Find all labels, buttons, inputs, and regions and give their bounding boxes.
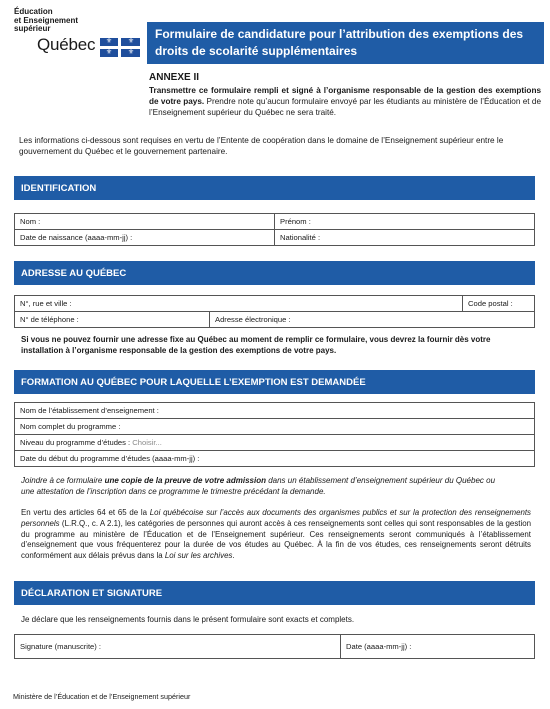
section-heading: FORMATION AU QUÉBEC POUR LAQUELLE L’EXEMPTION EST DEMANDÉE [21, 377, 366, 388]
field-label: Nationalité : [280, 233, 321, 242]
page-header [0, 0, 550, 72]
nationalite-field[interactable] [275, 230, 535, 246]
date-signature-field[interactable] [341, 635, 535, 659]
joindre-note [21, 475, 533, 497]
field-label: Adresse électronique : [215, 315, 291, 324]
section-heading: ADRESSE AU QUÉBEC [21, 268, 127, 279]
fleur-de-lis-flag-icon: ⚜ ⚜ ⚜ ⚜ [100, 38, 140, 57]
field-label: N° de téléphone : [20, 315, 79, 324]
rue-ville-field[interactable] [15, 296, 463, 312]
code-postal-field[interactable] [463, 296, 535, 312]
field-label: Date (aaaa-mm-jj) : [346, 642, 412, 651]
section-formation [14, 370, 535, 394]
adresse-note: Si vous ne pouvez fournir une adresse fixe au Québec au moment de remplir ce formulaire, vous devrez la fournir dès votre installation à l’organisme responsable de la gestion des exemptions de votre pays. [21, 335, 491, 355]
loi-text-1: En vertu des articles 64 et 65 de la [21, 508, 150, 517]
section-declaration [14, 581, 535, 605]
joindre-text-2: dans un établissement d’enseignement supérieur du Québec ou [265, 476, 496, 485]
section-adresse [14, 261, 535, 285]
field-label: N°, rue et ville : [20, 299, 72, 308]
joindre-bold: une copie de la preuve de votre admission [104, 476, 266, 485]
form-title: Formulaire de candidature pour l’attribution des exemptions des droits de scolarité supplémentaires [155, 27, 524, 58]
identification-table [14, 213, 535, 246]
logo-wordmark: Québec [37, 35, 96, 54]
nom-field[interactable] [15, 214, 275, 230]
loi-italic: Loi québécoise sur l’accès aux documents des organismes publics et sur la protection des renseignements personnels [21, 508, 531, 528]
footer-text: Ministère de l’Éducation et de l’Enseignement supérieur [13, 692, 191, 701]
date-naissance-field[interactable] [15, 230, 275, 246]
instructions [149, 85, 541, 118]
programme-field[interactable] [15, 419, 535, 435]
annexe-label: ANNEXE II [149, 72, 200, 83]
field-label: Signature (manuscrite) : [20, 642, 102, 651]
loi-end: . [232, 551, 235, 561]
etablissement-field[interactable] [15, 403, 535, 419]
section-heading: DÉCLARATION ET SIGNATURE [21, 588, 163, 599]
form-title-band [147, 22, 544, 64]
field-label: Date du début du programme d’études (aaaa-mm-jj) : [20, 454, 200, 463]
signature-table [14, 634, 535, 659]
loi-text-2: (L.R.Q., c. A 2.1), les catégories de personnes qui auront accès à ces renseignements sont celles qui sont responsables de la gestion du programme au ministère de l’Éducation et de l’Enseignement supérieur. Ces renseignements seront communiqués à l’établissement d’enseignement que vous fréquenterez pour la durée de vos études au Québec. À la fin de vos études, ces renseignements seront détruits conformément aux délais prévus dans la [21, 518, 531, 561]
adresse-table [14, 295, 535, 328]
telephone-field[interactable] [15, 312, 210, 328]
instructions-bold: Transmettre ce formulaire rempli et signé à l’organisme responsable de la gestion des exemptions de votre pays. [149, 86, 541, 106]
joindre-text-3: une attestation de l’inscription dans ce programme le trimestre précédant la demande. [21, 487, 326, 496]
loi-paragraph [21, 508, 531, 562]
logo-line-1: Éducation [14, 7, 53, 16]
declaration-text: Je déclare que les renseignements fournis dans le présent formulaire sont exacts et complets. [21, 615, 355, 624]
field-label: Date de naissance (aaaa-mm-jj) : [20, 233, 133, 242]
niveau-placeholder[interactable]: Choisir... [132, 438, 162, 447]
intro-paragraph: Les informations ci-dessous sont requises en vertu de l’Entente de coopération dans le domaine de l’Enseignement supérieur entre le gouvernement du Québec et le gouvernement partenaire. [19, 136, 504, 156]
field-label: Nom de l’établissement d’enseignement : [20, 406, 159, 415]
section-heading: IDENTIFICATION [21, 183, 97, 194]
field-label: Nom : [20, 217, 41, 226]
field-label: Nom complet du programme : [20, 422, 121, 431]
prenom-field[interactable] [275, 214, 535, 230]
signature-field[interactable] [15, 635, 341, 659]
instructions-rest: Prendre note qu’aucun formulaire envoyé par les étudiants au ministère de l’Éducation et de l’Enseignement supérieur du Québec ne sera traité. [149, 97, 541, 117]
section-identification [14, 176, 535, 200]
logo-line-2: et Enseignement [14, 15, 79, 25]
courriel-field[interactable] [210, 312, 535, 328]
field-label: Niveau du programme d’études : [20, 438, 131, 447]
logo-line-3: supérieur [14, 24, 51, 33]
joindre-text-1: Joindre à ce formulaire [21, 476, 105, 485]
field-label: Code postal : [468, 299, 513, 308]
formation-table [14, 402, 535, 467]
niveau-select[interactable] [15, 435, 535, 451]
date-debut-field[interactable] [15, 451, 535, 467]
ministry-logo [14, 8, 142, 64]
field-label: Prénom : [280, 217, 311, 226]
loi-archives: Loi sur les archives [164, 551, 233, 561]
